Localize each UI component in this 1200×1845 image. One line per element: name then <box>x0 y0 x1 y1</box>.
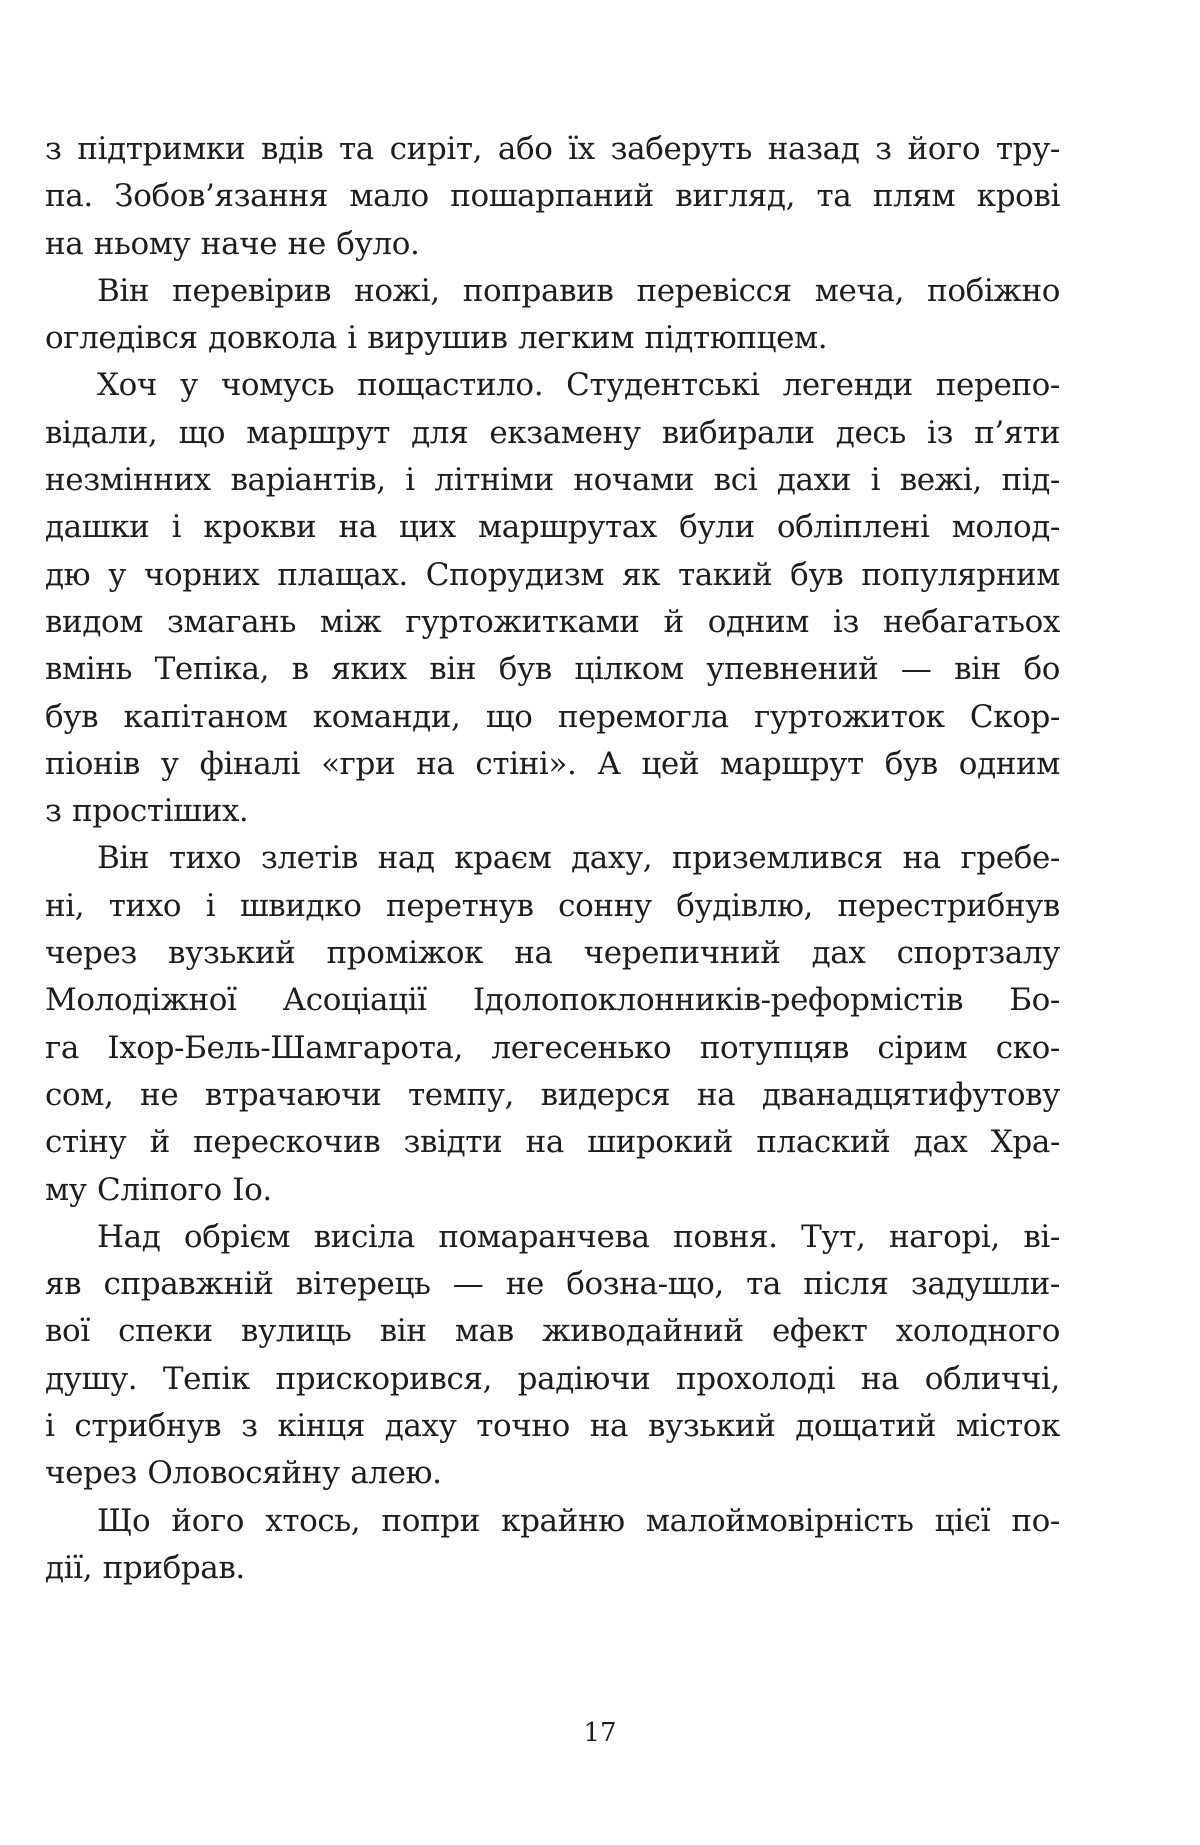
text-line: га Іхор-Бель-Шамгарота, легесенько потупцяв сірим ско- <box>45 1029 1060 1066</box>
text-line: стіну й перескочив звідти на широкий плаский дах Хра- <box>45 1124 1060 1161</box>
text-line: дю у чорних плащах. Спорудизм як такий був популярним <box>45 556 1060 593</box>
text-line: вої спеки вулиць він мав живодайний ефект холодного <box>45 1313 1060 1350</box>
text-line: дашки і крокви на цих маршрутах були обліплені молод- <box>45 509 1060 546</box>
text-line: душу. Тепік прискорився, радіючи прохолоді на обличчі, <box>45 1360 1060 1397</box>
text-line: па. Зобов’язання мало пошарпаний вигляд, та плям крові <box>45 178 1060 215</box>
body-text <box>45 126 1060 1592</box>
text-line: був капітаном команди, що перемогла гуртожиток Скор- <box>45 698 1060 735</box>
text-line: видом змагань між гуртожитками й одним із небагатьох <box>45 603 1060 640</box>
text-line: через Оловосяйну алею. <box>45 1455 442 1492</box>
text-line: дії, прибрав. <box>45 1549 245 1586</box>
text-line: Над обрієм висіла помаранчева повня. Тут, нагорі, ві- <box>97 1218 1060 1255</box>
page-number: 17 <box>583 1718 617 1748</box>
text-line: незмінних варіантів, і літніми ночами всі дахи і вежі, під- <box>45 462 1060 499</box>
text-line: піонів у фіналі «гри на стіні». А цей маршрут був одним <box>45 745 1060 782</box>
text-line: через вузький проміжок на черепичний дах спортзалу <box>45 935 1060 972</box>
text-line: вмінь Тепіка, в яких він був цілком упевнений — він бо <box>45 651 1060 688</box>
text-line: на ньому наче не було. <box>45 225 420 262</box>
text-line: Що його хтось, попри крайню малоймовірність цієї по- <box>97 1502 1060 1539</box>
text-line: ні, тихо і швидко перетнув сонну будівлю, перестрибнув <box>45 887 1060 924</box>
text-line: і стрибнув з кінця даху точно на вузький дощатий місток <box>45 1408 1060 1445</box>
text-line: сом, не втрачаючи темпу, видерся на дванадцятифутову <box>45 1076 1060 1113</box>
text-line: Молодіжної Асоціації Ідолопоклонників-реформістів Бо- <box>45 982 1060 1019</box>
text-line: Він перевірив ножі, поправив перевісся меча, побіжно <box>97 272 1060 309</box>
text-line: з підтримки вдів та сиріт, або їх заберуть назад з його тру- <box>45 131 1060 167</box>
text-line: яв справжній вітерець — не бозна-що, та після задушли- <box>45 1266 1060 1303</box>
text-line: Хоч у чомусь пощастило. Студентські легенди перепо- <box>97 367 1060 404</box>
text-line: Він тихо злетів над краєм даху, приземлився на гребе- <box>97 840 1060 877</box>
text-line: огледівся довкола і вирушив легким підтюпцем. <box>45 320 828 357</box>
text-line: відали, що маршрут для екзамену вибирали десь із п’яти <box>45 414 1060 451</box>
text-line: з простіших. <box>45 793 249 830</box>
text-line: му Сліпого Іо. <box>45 1171 272 1208</box>
